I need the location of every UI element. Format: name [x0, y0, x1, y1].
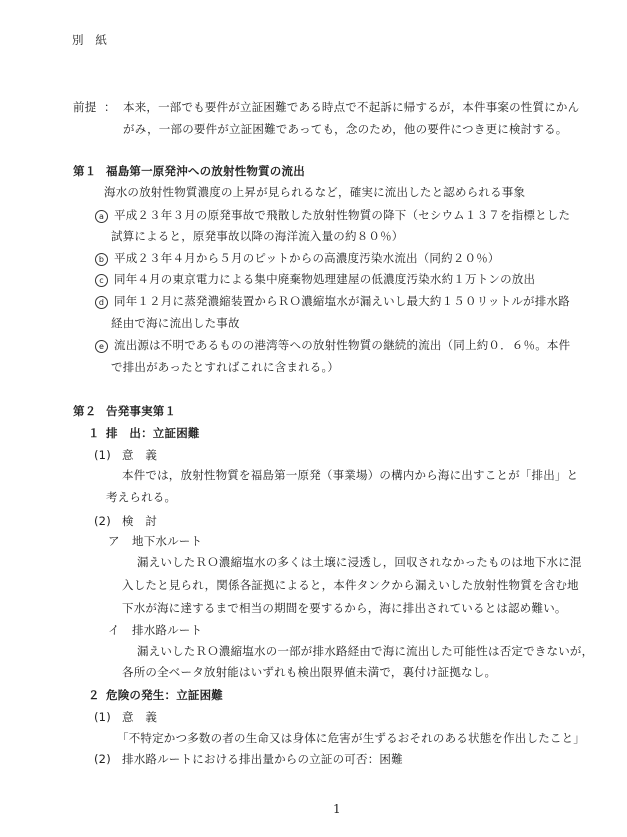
- subsection1-number: １: [88, 426, 100, 440]
- paragraph1-line-2: 考えられる。: [106, 490, 177, 504]
- paragraph2-title: 検 討: [122, 514, 158, 528]
- section2-title: 告発事実第１: [106, 404, 177, 418]
- subsection2-title: 危険の発生：立証困難: [106, 688, 223, 702]
- subitem-b-title: 排水路ルート: [132, 623, 203, 637]
- section1-title: 福島第一原発沖への放射性物質の流出: [106, 164, 305, 178]
- item-marker: a: [95, 210, 108, 223]
- item-text: 同年４月の東京電力による集中廃棄物処理建屋の低濃度汚染水約１万トンの放出: [114, 272, 536, 286]
- paragraph4-number: (2): [94, 752, 111, 766]
- item-marker: e: [95, 340, 108, 353]
- premise-label: 前提: [73, 100, 97, 114]
- list-item: [95, 253, 500, 266]
- item-text: 平成２３年３月の原発事故で飛散した放射性物質の降下（セシウム１３７を指標とした: [114, 208, 571, 222]
- list-item: [95, 296, 570, 309]
- list-item: [95, 210, 570, 223]
- page-number: 1: [333, 802, 341, 816]
- premise-line-1: 本来，一部でも要件が立証困難である時点で不起訴に帰するが，本件事案の性質にかん: [123, 100, 580, 114]
- item-continuation: 経由で海に流出した事故: [111, 316, 240, 330]
- item-text: 同年１２月に蒸発濃縮装置からＲＯ濃縮塩水が漏えいし最大約１５０リットルが排水路: [114, 294, 570, 308]
- list-item: [95, 340, 570, 353]
- item-continuation: 試算によると，原発事故以降の海洋流入量の約８０％）: [111, 229, 404, 243]
- subitem-b-line-1: 漏えいしたＲＯ濃縮塩水の一部が排水路経由で海に流出した可能性は否定できないが，: [137, 644, 594, 658]
- premise-separator: ：: [104, 100, 116, 114]
- paragraph4-line-1: 排水路ルートにおける排出量からの立証の可否：困難: [122, 752, 403, 766]
- subitem-b-marker: イ: [108, 623, 120, 637]
- subitem-b-line-2: 各所の全ベータ放射能はいずれも検出限界値未満で，裏付け証拠なし。: [122, 665, 497, 679]
- subitem-a-title: 地下水ルート: [132, 534, 203, 548]
- subitem-a-line-1: 漏えいしたＲＯ濃縮塩水の多くは土壌に浸透し，回収されなかったものは地下水に混: [137, 555, 582, 569]
- paragraph3-number: (1): [94, 710, 111, 724]
- subitem-a-line-2: 入したと見られ，関係各証拠によると，本件タンクから漏えいした放射性物質を含む地: [122, 578, 579, 592]
- item-marker: c: [95, 274, 108, 287]
- paragraph1-number: (1): [94, 448, 111, 462]
- subitem-a-marker: ア: [108, 534, 120, 548]
- premise-line-2: がみ，一部の要件が立証困難であっても，念のため，他の要件につき更に検討する。: [123, 122, 568, 136]
- section1-intro: 海水の放射性物質濃度の上昇が見られるなど，確実に流出したと認められる事象: [104, 185, 526, 199]
- subitem-a-line-3: 下水が海に達するまで相当の期間を要するから，海に排出されているとは認め難い。: [122, 601, 567, 615]
- paragraph2-number: (2): [94, 514, 111, 528]
- section1-number: 第１: [73, 164, 97, 178]
- list-item: [95, 274, 535, 287]
- subsection1-title: 排 出：立証困難: [106, 426, 200, 440]
- subsection2-number: ２: [88, 688, 100, 702]
- paragraph1-line-1: 本件では，放射性物質を福島第一原発（事業場）の構内から海に出すことが「排出」と: [122, 468, 579, 482]
- item-continuation: で排出があったとすればこれに含まれる。）: [111, 360, 340, 374]
- paragraph3-title: 意 義: [122, 710, 158, 724]
- item-marker: b: [95, 253, 108, 266]
- paragraph3-line-1: 「不特定かつ多数の者の生命又は身体に危害が生ずるおそれのある状態を作出したこと」: [117, 731, 585, 745]
- attachment-label: 別 紙: [72, 33, 108, 47]
- item-text: 流出源は不明であるものの港湾等への放射性物質の継続的流出（同上約０．６％。本件: [114, 338, 571, 352]
- paragraph1-title: 意 義: [122, 448, 158, 462]
- item-text: 平成２３年４月から５月のピットからの高濃度汚染水流出（同約２０％）: [114, 251, 500, 265]
- item-marker: d: [95, 296, 108, 309]
- section2-number: 第２: [73, 404, 97, 418]
